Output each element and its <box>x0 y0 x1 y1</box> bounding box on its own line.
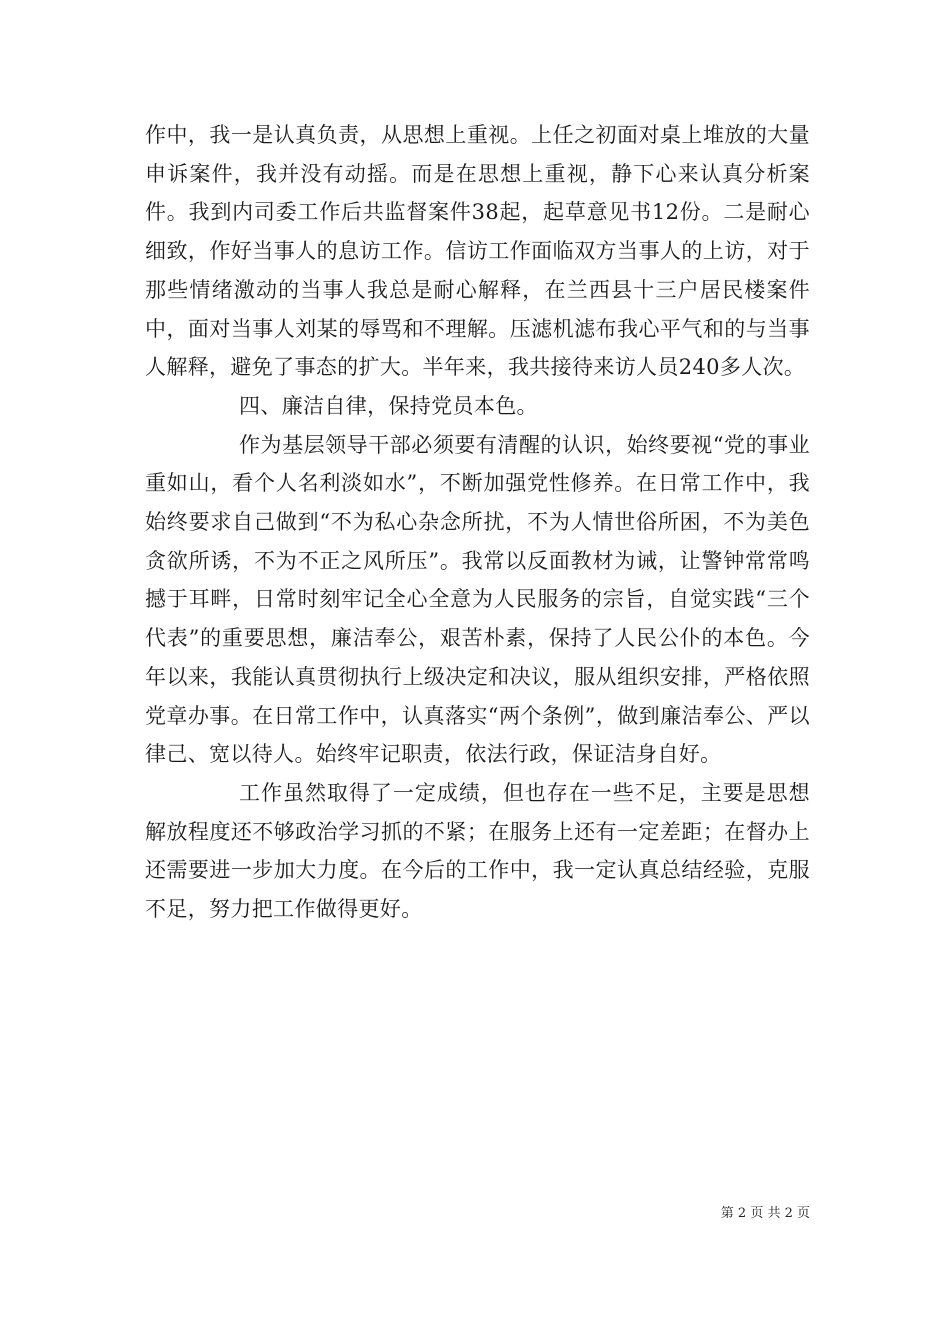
page-number-footer: 第 2 页 共 2 页 <box>720 1206 810 1221</box>
section-heading: 四、廉洁自律，保持党员本色。 <box>239 393 538 418</box>
document-body <box>145 116 810 929</box>
paragraph-integrity: 作为基层领导干部必须要有清醒的认识，始终要视“党的事业重如山，看个人名利淡如水”，不断加强党性修养。在日常工作中，我始终要求自己做到“不为私心杂念所扰，不为人情世俗所困，不为美色贪欲所诱，不为不正之风所压”。我常以反面教材为诫，让警钟常常鸣撼于耳畔，日常时刻牢记全心全意为人民服务的宗旨，自觉实践“三个代表”的重要思想，廉洁奉公，艰苦朴素，保持了人民公仆的本色。今年以来，我能认真贯彻执行上级决定和决议，服从组织安排，严格依照党章办事。在日常工作中，认真落实“两个条例”，做到廉洁奉公、严以律己、宽以待人。始终牢记职责，依法行政，保证洁身自好。 <box>145 432 810 767</box>
paragraph-continuation: 作中，我一是认真负责，从思想上重视。上任之初面对桌上堆放的大量申诉案件，我并没有动摇。而是在思想上重视，静下心来认真分析案件。我到内司委工作后共监督案件38起，起草意见书12份。二是耐心细致，作好当事人的息访工作。信访工作面临双方当事人的上访，对于那些情绪激动的当事人我总是耐心解释，在兰西县十三户居民楼案件中，面对当事人刘某的辱骂和不理解。压滤机滤布我心平气和的与当事人解释，避免了事态的扩大。半年来，我共接待来访人员240多人次。 <box>145 123 810 380</box>
paragraph-conclusion: 工作虽然取得了一定成绩，但也存在一些不足，主要是思想解放程度还不够政治学习抓的不紧；在服务上还有一定差距；在督办上还需要进一步加大力度。在今后的工作中，我一定认真总结经验，克服不足，努力把工作做得更好。 <box>145 780 810 922</box>
